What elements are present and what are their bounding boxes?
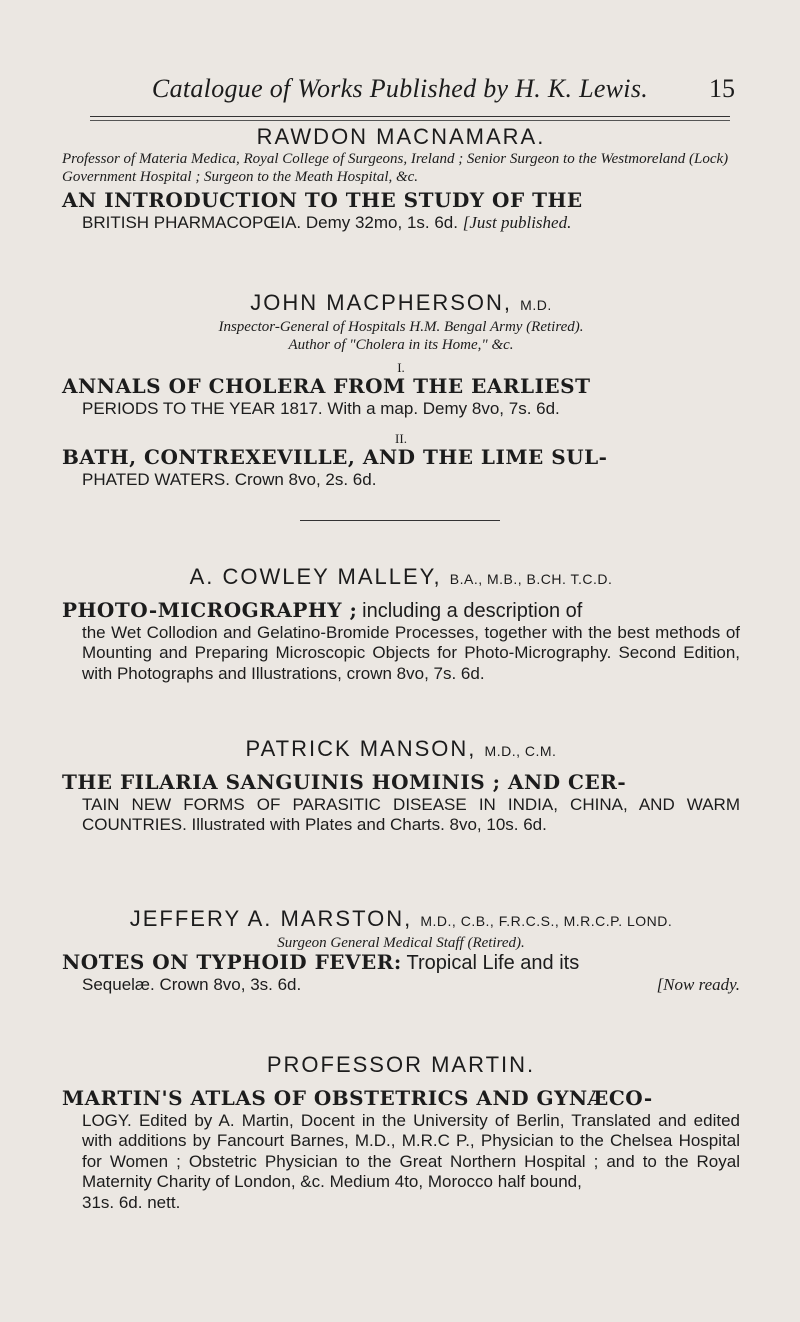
author-degrees: M.D., C.M.	[484, 743, 557, 759]
book-entry	[62, 1088, 740, 1213]
book-details: TAIN NEW FORMS OF PARASITIC DISEASE IN INDIA, CHINA, AND WARM COUNTRIES. Illustrated with Plates and Charts. 8vo, 10s. 6d.	[82, 794, 740, 834]
page-number: 15	[709, 74, 735, 103]
book-title: MARTIN'S ATLAS OF OBSTETRICS AND GYNÆCO-	[62, 1086, 653, 1110]
book-details: Sequelæ. Crown 8vo, 3s. 6d. [Now ready.	[82, 974, 740, 994]
book-details: LOGY. Edited by A. Martin, Docent in the University of Berlin, Translated and edited with additions by Fancourt Barnes, M.D., M.R.C P., Physician to the Chelsea Hospital for Women ; Obstetric Physician to the Great Northern Hospital ; and to the Royal Maternity Charity of London, &c. Medium 4to, Morocco half bound,	[82, 1110, 740, 1191]
book-title: THE FILARIA SANGUINIS HOMINIS ; AND CER-	[62, 770, 627, 794]
book-numeral: II.	[395, 431, 407, 446]
book-details: the Wet Collodion and Gelatino-Bromide Processes, together with the best methods of Mounting and Preparing Microscopic Objects for Photo-Micrography. Second Edition, with Photographs and Illustrations, crown 8vo, 7s. 6d.	[82, 622, 740, 683]
book-title: AN INTRODUCTION TO THE STUDY OF THE	[62, 188, 583, 212]
author-degrees: M.D., C.B., F.R.C.S., M.R.C.P. LOND.	[420, 913, 673, 929]
running-title: Catalogue of Works Published by H. K. Lewis.	[151, 74, 649, 103]
entry-manson	[62, 736, 740, 836]
page-header	[0, 74, 800, 104]
header-rule	[90, 116, 730, 117]
author-name: JEFFERY A. MARSTON, M.D., C.B., F.R.C.S., M.R.C.P. LOND.	[129, 906, 673, 931]
author-degrees: B.A., M.B., B.CH. T.C.D.	[449, 571, 613, 587]
author-description: Professor of Materia Medica, Royal College of Surgeons, Ireland ; Senior Surgeon to the Westmoreland (Lock) Government Hospital ; Surgeon to the Meath Hospital, &c.	[62, 151, 729, 185]
book-title-rest: including a description of	[362, 600, 583, 622]
author-description-line: Author of "Cholera in its Home," &c.	[288, 337, 514, 353]
book-title-rest: Tropical Life and its	[406, 952, 580, 974]
book-title: PHOTO-MICROGRAPHY ;	[62, 598, 358, 622]
book-entry	[62, 600, 740, 684]
book-price: 31s. 6d. nett.	[82, 1192, 181, 1212]
book-title: ANNALS OF CHOLERA FROM THE EARLIEST	[62, 374, 591, 398]
entry-martin	[62, 1052, 740, 1213]
author-description-line: Inspector-General of Hospitals H.M. Bengal Army (Retired).	[218, 319, 584, 335]
publication-note: [Now ready.	[656, 974, 740, 994]
author-description: Surgeon General Medical Staff (Retired).	[277, 935, 525, 951]
author-degrees: M.D.	[520, 297, 552, 313]
author-name: PROFESSOR MARTIN.	[266, 1052, 536, 1077]
entry-malley	[62, 564, 740, 684]
section-separator	[300, 520, 500, 521]
book-title: BATH, CONTREXEVILLE, AND THE LIME SUL-	[62, 445, 608, 469]
author-name: JOHN MACPHERSON, M.D.	[250, 290, 552, 315]
book-entry	[62, 447, 740, 490]
book-details: PHATED WATERS. Crown 8vo, 2s. 6d.	[82, 469, 377, 489]
header-rule-thin	[90, 120, 730, 121]
entry-macnamara	[62, 124, 740, 233]
book-entry	[62, 772, 740, 836]
book-details: PERIODS TO THE YEAR 1817. With a map. Demy 8vo, 7s. 6d.	[82, 398, 560, 418]
author-name: RAWDON MACNAMARA.	[256, 124, 546, 149]
entry-macpherson	[62, 290, 740, 490]
book-entry	[62, 190, 740, 233]
book-numeral: I.	[397, 360, 405, 375]
publication-note: [Just published.	[462, 212, 572, 232]
book-entry	[62, 952, 740, 995]
entry-marston	[62, 906, 740, 995]
book-details: BRITISH PHARMACOPŒIA. Demy 32mo, 1s. 6d. [Just published.	[82, 212, 572, 232]
book-entry	[62, 376, 740, 419]
author-name: A. COWLEY MALLEY, B.A., M.B., B.CH. T.C.D.	[189, 564, 613, 589]
author-name: PATRICK MANSON, M.D., C.M.	[245, 736, 557, 761]
book-title: NOTES ON TYPHOID FEVER:	[62, 950, 402, 974]
